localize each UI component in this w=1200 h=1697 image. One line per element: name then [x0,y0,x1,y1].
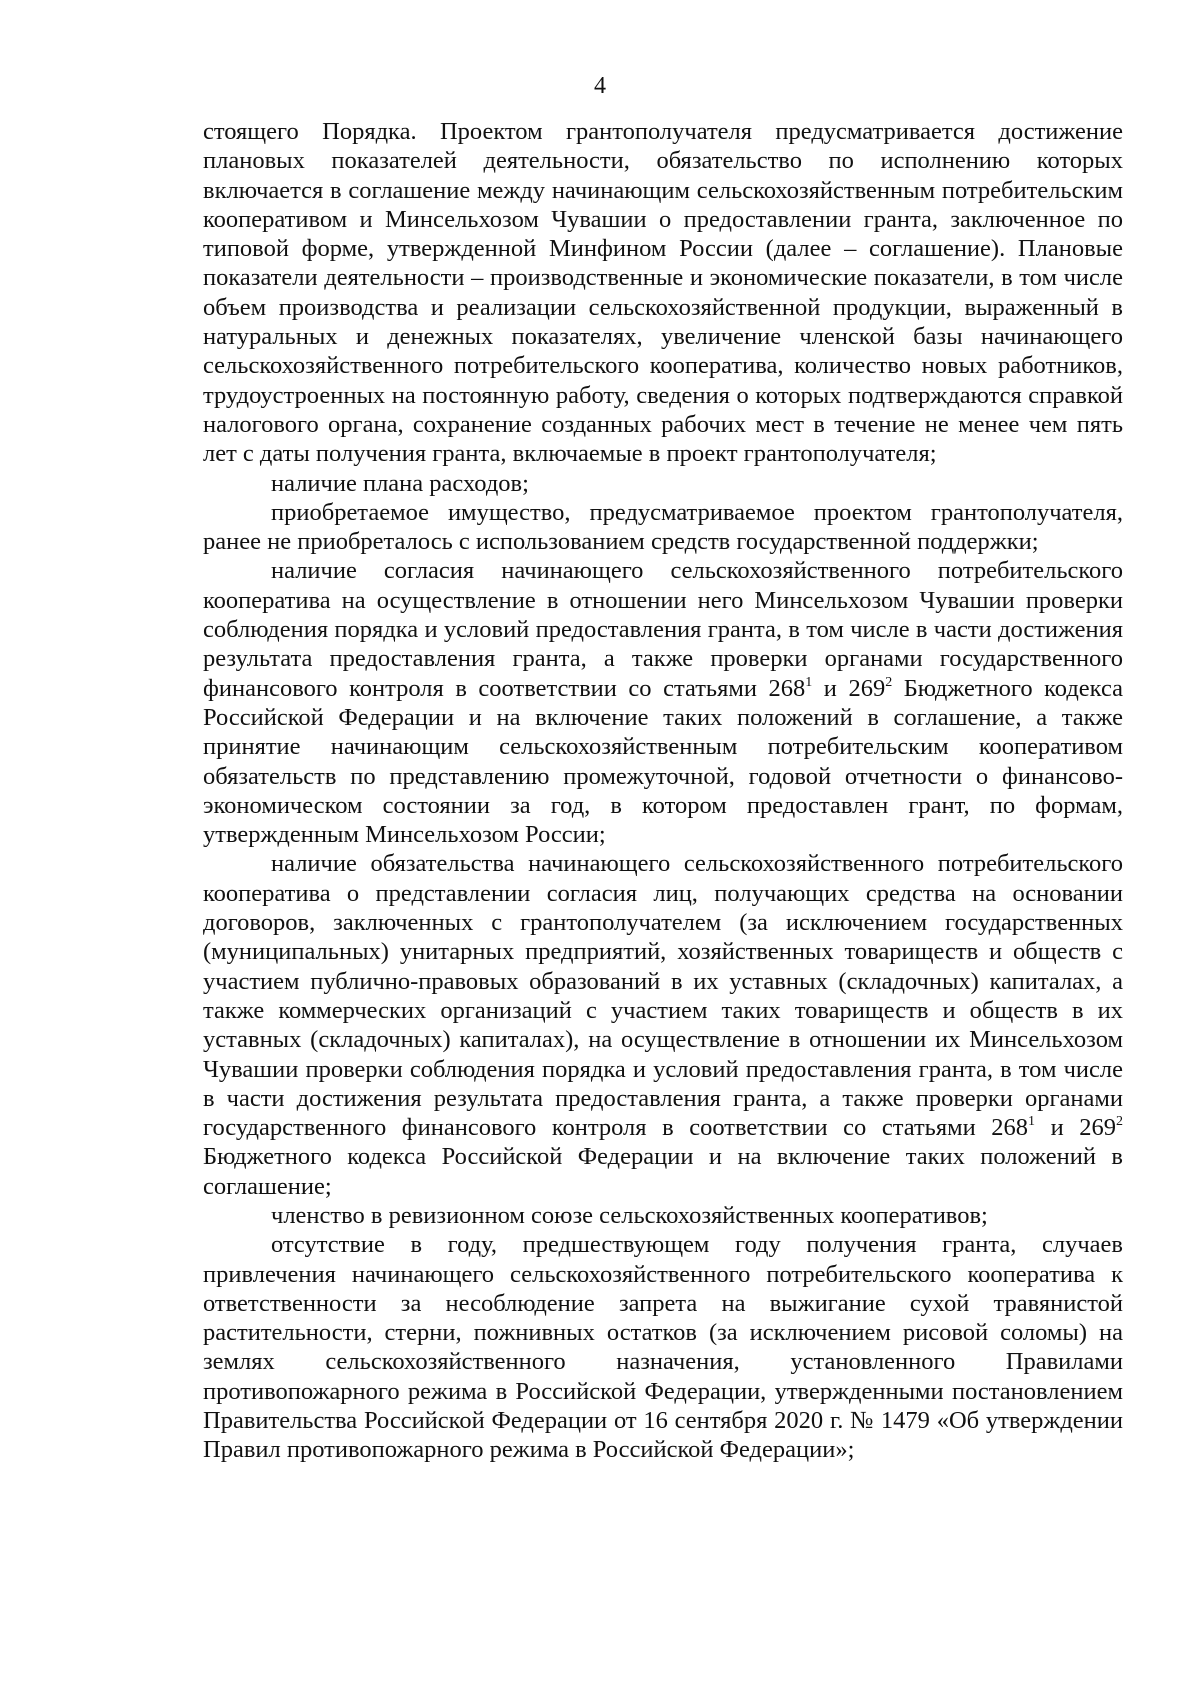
superscript: 2 [1116,1114,1123,1130]
paragraph-text: и 269 [1035,1114,1116,1142]
paragraph-text: и 269 [812,674,886,702]
paragraph-text: Бюджетного кодекса Российской Федерации и на включение таких положений в соглашение, а также принятие начинающим сельскохозяйственным потребительским кооперативом обязательств по представлению промежуточной, годовой отчетности о финансово-экономическом состоянии за год, в котором предоставлен грант, по формам, утвержденным Минсельхозом России; [203,674,1123,849]
paragraph-expense-plan: наличие плана расходов; [271,469,529,497]
superscript: 1 [805,674,813,690]
paragraph-acquired-property: приобретаемое имущество, предусматриваемое проектом грантополучателя, ранее не приобреталось с использованием средств государственной поддержки; [203,498,1123,556]
paragraph-project-indicators: стоящего Порядка. Проектом грантополучателя предусматривается достижение плановых показателей деятельности, обязательство по исполнению которых включается в соглашение между начинающим сельскохозяйственным потребительским кооперативом и Минсельхозом Чувашии о предоставлении гранта, заключенное по типовой форме, утвержденной Минфином России (далее – соглашение). Плановые показатели деятельности – производственные и экономические показатели, в том числе объем производства и реализации сельскохозяйственной продукции, выраженный в натуральных и денежных показателях, увеличение членской базы начинающего сельскохозяйственного потребительского кооператива, количество новых работников, трудоустроенных на постоянную работу, сведения о которых подтверждаются справкой налогового органа, сохранение созданных рабочих мест в течение не менее чем пять лет с даты получения гранта, включаемые в проект грантополучателя; [203,118,1123,468]
superscript: 1 [1028,1114,1036,1130]
superscript: 2 [885,674,893,690]
paragraph-text: Бюджетного кодекса Российской Федерации и на включение таких положений в соглашение; [203,1143,1123,1200]
paragraph-text: наличие обязательства начинающего сельскохозяйственного потребительского кооператива о представлении согласия лиц, получающих средства на основании договоров, заключенных с грантополучателем (за исключением государственных (муниципальных) унитарных предприятий, хозяйственных товариществ и обществ с участием публично-правовых образований в их уставных (складочных) капиталах, а также коммерческих организаций с участием таких товариществ и обществ в их уставных (складочных) капиталах), на осуществление в отношении их Минсельхозом Чувашии проверки соблюдения порядка и условий предоставления гранта, в том числе в части достижения результата предоставления гранта, а также проверки органами государственного финансового контроля в соответствии со статьями 268 [203,850,1123,1142]
paragraph-cooperative-consent [203,556,1123,849]
paragraph-fire-safety: отсутствие в году, предшествующем году получения гранта, случаев привлечения начинающего сельскохозяйственного потребительского кооператива к ответственности за несоблюдение запрета на выжигание сухой травянистой растительности, стерни, пожнивных остатков (за исключением рисовой соломы) на землях сельскохозяйственного назначения, установленного Правилами противопожарного режима в Российской Федерации, утвержденными постановлением Правительства Российской Федерации от 16 сентября 2020 г. № 1479 «Об утверждении Правил противопожарного режима в Российской Федерации»; [203,1231,1123,1464]
document-body [203,117,1123,1465]
paragraph-audit-union: членство в ревизионном союзе сельскохозяйственных кооперативов; [271,1201,988,1229]
paragraph-text: наличие согласия начинающего сельскохозяйственного потребительского кооператива на осуществление в отношении него Минсельхозом Чувашии проверки соблюдения порядка и условий предоставления гранта, в том числе в части достижения результата предоставления гранта, а также проверки органами государственного финансового контроля в соответствии со статьями 268 [203,557,1123,702]
page-number: 4 [594,73,606,99]
paragraph-counterparty-consent [203,849,1123,1201]
